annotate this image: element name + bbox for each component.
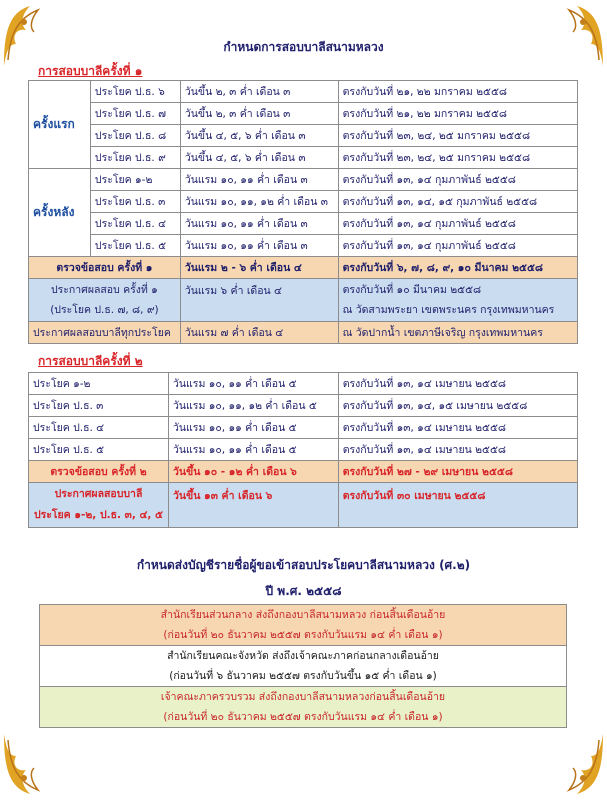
thai-ornament-corner-icon [537, 0, 607, 70]
lunar-date-cell: วันขึ้น ๔, ๕, ๖ ค่ำ เดือน ๓ [180, 147, 338, 169]
announce-place [338, 279, 577, 322]
solar-date-cell: ตรงกับวันที่ ๖, ๗, ๘, ๙, ๑๐ มีนาคม ๒๕๕๘ [338, 257, 577, 279]
announce-all-label: ประกาศผลสอบบาลีทุกประโยค [29, 322, 181, 344]
solar-date-cell: ตรงกับวันที่ ๓๐ เมษายน ๒๕๕๘ [338, 483, 577, 528]
announce-date: ตรงกับวันที่ ๑๐ มีนาคม ๒๕๕๘ [342, 284, 482, 296]
lunar-date-cell: วันแรม ๑๐, ๑๑ ค่ำ เดือน ๕ [168, 417, 338, 439]
table-row [29, 169, 578, 191]
table-row [29, 235, 578, 257]
solar-date-cell: ตรงกับวันที่ ๒๑, ๒๒ มกราคม ๒๕๕๘ [338, 103, 577, 125]
lunar-date-cell: วันแรม ๒ - ๖ ค่ำ เดือน ๔ [180, 257, 338, 279]
level-cell: ประโยค ป.ธ. ๔ [29, 417, 169, 439]
lunar-date-cell: วันขึ้น ๒, ๓ ค่ำ เดือน ๓ [180, 81, 338, 103]
round1-table [28, 80, 578, 344]
table-row [29, 147, 578, 169]
solar-date-cell: ตรงกับวันที่ ๒๓, ๒๔, ๒๕ มกราคม ๒๕๕๘ [338, 125, 577, 147]
level-cell: ประโยค ป.ธ. ๕ [90, 235, 180, 257]
lunar-date-cell: วันขึ้น ๑๐ - ๑๒ ค่ำ เดือน ๖ [168, 461, 338, 483]
check-label: ตรวจข้อสอบ ครั้งที่ ๒ [29, 461, 169, 483]
thai-ornament-corner-icon [537, 730, 607, 800]
solar-date-cell: ตรงกับวันที่ ๑๓, ๑๔, ๑๕ กุมภาพันธ์ ๒๕๕๘ [338, 191, 577, 213]
round2-table [28, 372, 578, 528]
submission-title: กำหนดส่งบัญชีรายชื่อผู้ขอเข้าสอบประโยคบาลีสนามหลวง (ศ.๒) [136, 558, 471, 572]
box-line2: (ก่อนวันที่ ๖ ธันวาคม ๒๕๕๗ ตรงกับวันขึ้น ๑๕ ค่ำ เดือน ๑) [169, 670, 437, 682]
announce-line2: (ประโยค ป.ธ. ๗, ๘, ๙) [50, 304, 159, 316]
level-cell: ประโยค ป.ธ. ๖ [90, 81, 180, 103]
table-row [29, 191, 578, 213]
solar-date-cell: ตรงกับวันที่ ๑๓, ๑๔ กุมภาพันธ์ ๒๕๕๘ [338, 213, 577, 235]
box-line2: (ก่อนวันที่ ๒๐ ธันวาคม ๒๕๕๗ ตรงกับวันแรม ๑๔ ค่ำ เดือน ๑) [163, 629, 443, 641]
lunar-date-cell: วันแรม ๑๐, ๑๑, ๑๒ ค่ำ เดือน ๓ [180, 191, 338, 213]
announce-row [29, 483, 578, 528]
solar-date-cell: ตรงกับวันที่ ๑๓, ๑๔ เมษายน ๒๕๕๘ [338, 439, 577, 461]
box-line1: เจ้าคณะภาครวบรวม ส่งถึงกองบาลีสนามหลวงก่อนสิ้นเดือนอ้าย [160, 691, 446, 703]
check-row [29, 461, 578, 483]
venue-cell: ณ วัดปากน้ำ เขตภาษีเจริญ กรุงเทพมหานคร [338, 322, 577, 344]
lunar-date-cell: วันขึ้น ๔, ๕, ๖ ค่ำ เดือน ๓ [180, 125, 338, 147]
thai-ornament-corner-icon [0, 0, 70, 70]
announce-row [29, 279, 578, 322]
solar-date-cell: ตรงกับวันที่ ๑๓, ๑๔ กุมภาพันธ์ ๒๕๕๘ [338, 235, 577, 257]
solar-date-cell: ตรงกับวันที่ ๑๓, ๑๔, ๑๕ เมษายน ๒๕๕๘ [338, 395, 577, 417]
lunar-date-cell: วันแรม ๑๐, ๑๑ ค่ำ เดือน ๓ [180, 213, 338, 235]
thai-ornament-corner-icon [0, 730, 70, 800]
round1-heading: การสอบบาลีครั้งที่ ๑ [38, 64, 143, 78]
lunar-date-cell: วันแรม ๗ ค่ำ เดือน ๔ [180, 322, 338, 344]
submission-box-region [39, 686, 567, 728]
solar-date-cell: ตรงกับวันที่ ๑๓, ๑๔ กุมภาพันธ์ ๒๕๕๘ [338, 169, 577, 191]
group-label: ครั้งหลัง [29, 169, 91, 257]
group-label: ครั้งแรก [29, 81, 91, 169]
announce-line1: ประกาศผลสอบ ครั้งที่ ๑ [50, 284, 158, 296]
table-row [29, 103, 578, 125]
table-row [29, 395, 578, 417]
announce-line1: ประกาศผลสอบบาลี [54, 488, 143, 500]
lunar-date-cell: วันแรม ๑๐, ๑๑ ค่ำ เดือน ๓ [180, 235, 338, 257]
lunar-date-cell: วันแรม ๑๐, ๑๑, ๑๒ ค่ำ เดือน ๕ [168, 395, 338, 417]
announce-label [29, 483, 169, 528]
level-cell: ประโยค ๑-๒ [29, 373, 169, 395]
table-row [29, 373, 578, 395]
announce-label [29, 279, 181, 322]
solar-date-cell: ตรงกับวันที่ ๒๑, ๒๒ มกราคม ๒๕๕๘ [338, 81, 577, 103]
lunar-date-cell: วันแรม ๖ ค่ำ เดือน ๔ [180, 279, 338, 322]
table-row [29, 439, 578, 461]
level-cell: ประโยค ป.ธ. ๔ [90, 213, 180, 235]
box-line2: (ก่อนวันที่ ๒๐ ธันวาคม ๒๕๕๗ ตรงกับวันแรม ๑๔ ค่ำ เดือน ๑) [163, 711, 443, 723]
lunar-date-cell: วันแรม ๑๐, ๑๑ ค่ำ เดือน ๓ [180, 169, 338, 191]
level-cell: ประโยค ป.ธ. ๙ [90, 147, 180, 169]
announce-venue: ณ วัดสามพระยา เขตพระนคร กรุงเทพมหานคร [342, 304, 555, 316]
box-line1: สำนักเรียนส่วนกลาง ส่งถึงกองบาลีสนามหลวง ก่อนสิ้นเดือนอ้าย [160, 609, 446, 621]
submission-box-central [39, 604, 567, 646]
submission-year: ปี พ.ศ. ๒๕๕๘ [265, 584, 342, 598]
table-row [29, 81, 578, 103]
check-label: ตรวจข้อสอบ ครั้งที่ ๑ [29, 257, 181, 279]
solar-date-cell: ตรงกับวันที่ ๒๗ - ๒๙ เมษายน ๒๕๕๘ [338, 461, 577, 483]
announce-line2: ประโยค ๑-๒, ป.ธ. ๓, ๔, ๕ [33, 509, 164, 521]
lunar-date-cell: วันขึ้น ๑๓ ค่ำ เดือน ๖ [168, 483, 338, 528]
solar-date-cell: ตรงกับวันที่ ๑๓, ๑๔ เมษายน ๒๕๕๘ [338, 373, 577, 395]
page-title: กำหนดการสอบบาลีสนามหลวง [223, 40, 384, 54]
level-cell: ประโยค ๑-๒ [90, 169, 180, 191]
level-cell: ประโยค ป.ธ. ๕ [29, 439, 169, 461]
table-row [29, 125, 578, 147]
lunar-date-cell: วันแรม ๑๐, ๑๑ ค่ำ เดือน ๕ [168, 439, 338, 461]
table-row [29, 417, 578, 439]
box-line1: สำนักเรียนคณะจังหวัด ส่งถึงเจ้าคณะภาคก่อนกลางเดือนอ้าย [167, 650, 439, 662]
level-cell: ประโยค ป.ธ. ๓ [90, 191, 180, 213]
level-cell: ประโยค ป.ธ. ๗ [90, 103, 180, 125]
level-cell: ประโยค ป.ธ. ๓ [29, 395, 169, 417]
submission-box-province [39, 645, 567, 687]
round2-heading: การสอบบาลีครั้งที่ ๒ [38, 354, 143, 368]
table-row [29, 213, 578, 235]
solar-date-cell: ตรงกับวันที่ ๑๓, ๑๔ เมษายน ๒๕๕๘ [338, 417, 577, 439]
lunar-date-cell: วันขึ้น ๒, ๓ ค่ำ เดือน ๓ [180, 103, 338, 125]
solar-date-cell: ตรงกับวันที่ ๒๓, ๒๔, ๒๕ มกราคม ๒๕๕๘ [338, 147, 577, 169]
announce-all-row [29, 322, 578, 344]
check-row [29, 257, 578, 279]
level-cell: ประโยค ป.ธ. ๘ [90, 125, 180, 147]
lunar-date-cell: วันแรม ๑๐, ๑๑ ค่ำ เดือน ๕ [168, 373, 338, 395]
